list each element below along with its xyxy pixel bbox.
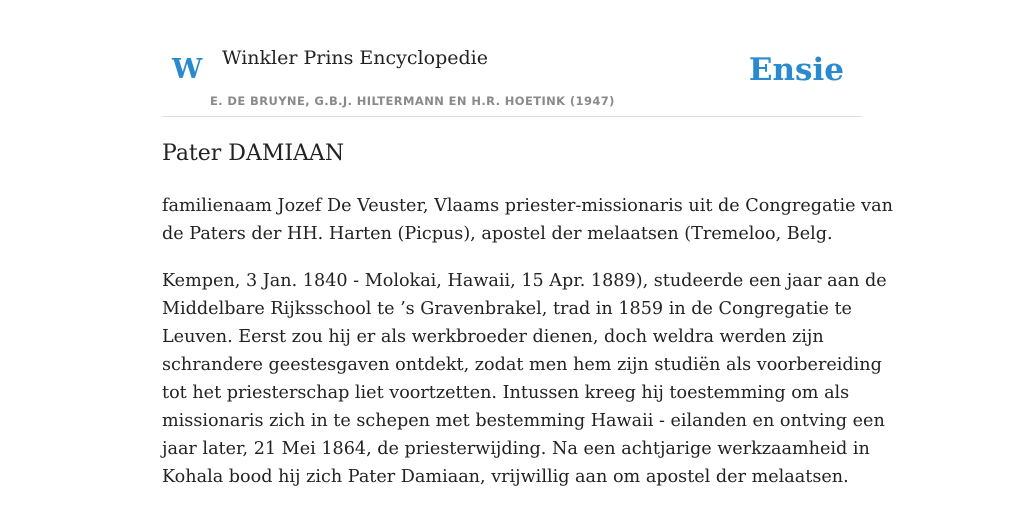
article-paragraph-1: [162, 192, 893, 248]
paragraph-line: Kohala bood hij zich Pater Damiaan, vrijwillig aan om apostel der melaatsen.: [162, 467, 849, 487]
source-title[interactable]: Winkler Prins Encyclopedie: [222, 47, 488, 69]
header: [162, 0, 862, 117]
paragraph-line: tot het priesterschap liet voortzetten. Intussen kreeg hij toestemming om als: [162, 383, 850, 403]
article: [162, 136, 893, 491]
source-authors: E. DE BRUYNE, G.B.J. HILTERMANN EN H.R. HOETINK (1947): [210, 94, 615, 108]
paragraph-line: missionaris zich in te schepen met bestemming Hawaii - eilanden en ontving een: [162, 411, 885, 431]
ensie-logo[interactable]: Ensie: [748, 52, 844, 88]
paragraph-line: Kempen, 3 Jan. 1840 - Molokai, Hawaii, 15 Apr. 1889), studeerde een jaar aan de: [162, 271, 887, 291]
paragraph-line: schrandere geestesgaven ontdekt, zodat men hem zijn studiën als voorbereiding: [162, 355, 882, 375]
paragraph-line: Leuven. Eerst zou hij er als werkbroeder dienen, doch weldra werden zijn: [162, 327, 824, 347]
article-title: Pater DAMIAAN: [162, 141, 345, 166]
paragraph-line: jaar later, 21 Mei 1864, de priesterwijding. Na een achtjarige werkzaamheid in: [162, 439, 870, 459]
paragraph-line: de Paters der HH. Harten (Picpus), apostel der melaatsen (Tremeloo, Belg.: [162, 224, 833, 244]
paragraph-line: familienaam Jozef De Veuster, Vlaams priester-missionaris uit de Congregatie van: [162, 196, 893, 216]
paragraph-line: Middelbare Rijksschool te ’s Gravenbrakel, trad in 1859 in de Congregatie te: [162, 299, 852, 319]
article-paragraph-2: [162, 267, 887, 491]
source-logo-icon[interactable]: W: [172, 54, 203, 85]
